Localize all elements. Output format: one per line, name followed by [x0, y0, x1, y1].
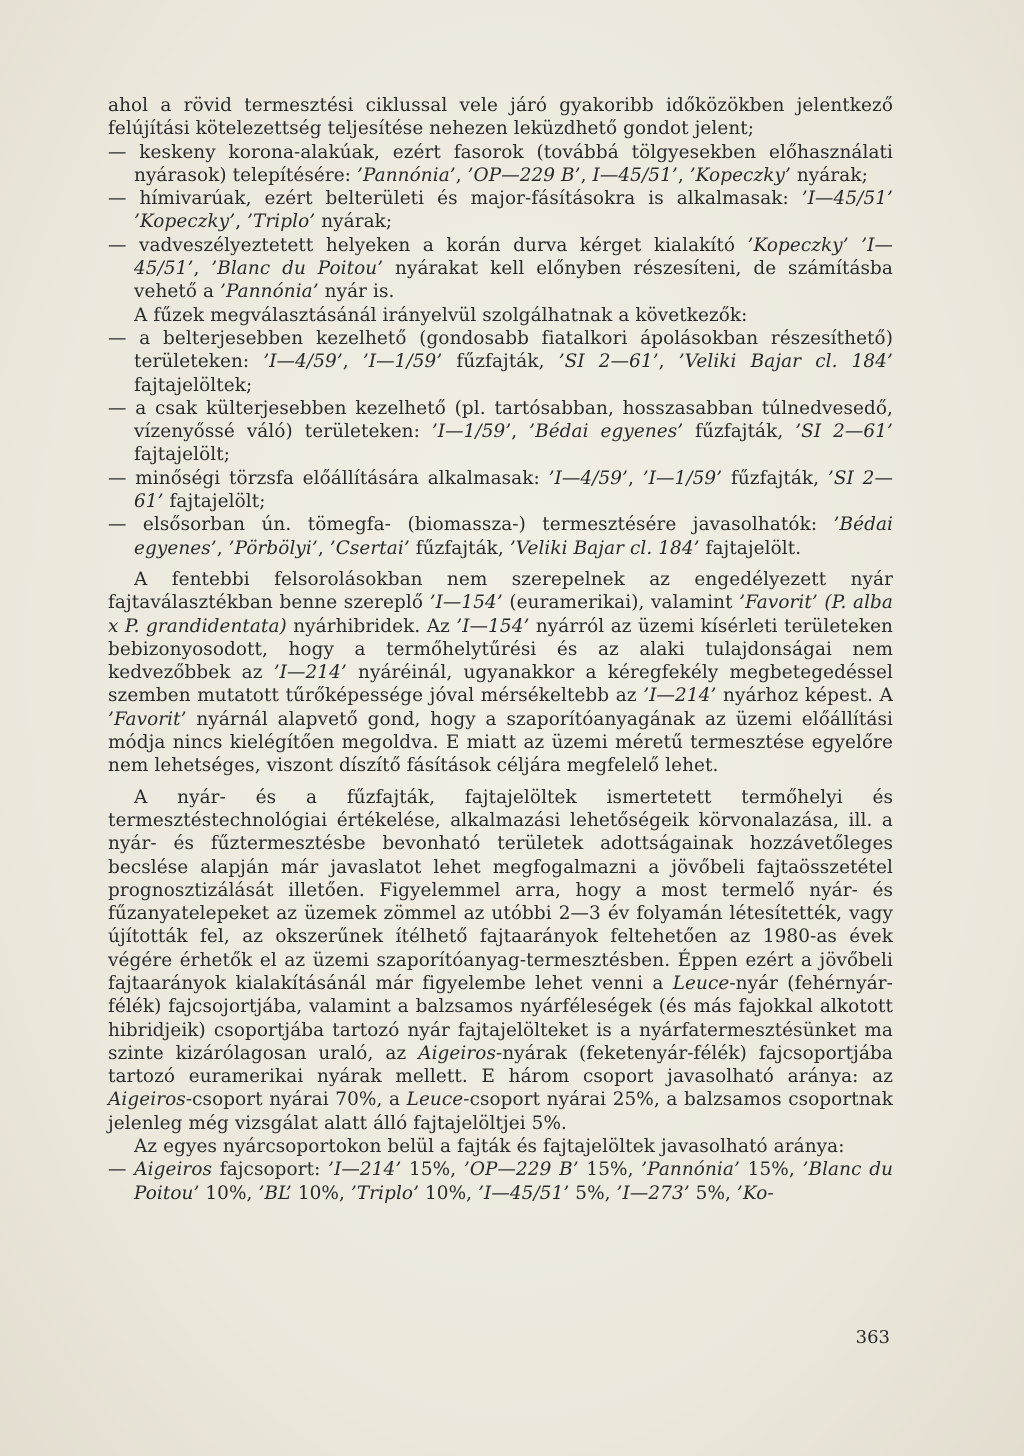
body-text [108, 94, 893, 1205]
paragraph: A fentebbi felsorolásokban nem szerepelnek az engedélyezett nyár fajtaválasztékban benne szereplő ’I—154’ (euramerikai), valamint ’Favorit’ (P. alba x P. grandidentata) nyárhibridek. Az ’I—154’ nyárról az üzemi kísérleti területeken bebizonyosodott, hogy a termőhelytűrési és az alaki tulajdonságai nem kedvezőbbek az ’I—214’ nyáréinál, ugyanakkor a kéregfekély megbetegedéssel szemben mutatott tűrőképessége jóval mérsékeltebb az ’I—214’ nyárhoz képest. A ’Favorit’ nyárnál alapvető gond, hogy a szaporítóanyagának az üzemi előállítási módja nincs kielégítően megoldva. E miatt az üzemi méretű termesztése egyelőre nem lehetséges, viszont díszítő fásítások céljára megfelelő lehet. [108, 568, 893, 777]
list-item: — a belterjesebben kezelhető (gondosabb fiatalkori ápolásokban részesíthető) területeken: ’I—4/59’, ’I—1/59’ fűzfajták, ’SI 2—61’, ’Veliki Bajar cl. 184’ fajtajelöltek; [108, 327, 893, 396]
list-item: — hímivarúak, ezért belterületi és major-fásításokra is alkalmasak: ’I—45/51’ ’Kopeczky’, ’Triplo’ nyárak; [108, 188, 893, 233]
list-item: — keskeny korona-alakúak, ezért fasorok (továbbá tölgyesekben előhasználati nyárasok) telepítésére: ’Pannónia’, ’OP—229 B’, I—45/51’, ’Kopeczky’ nyárak; [108, 141, 893, 186]
paragraph: A fűzek megválasztásánál irányelvül szolgálhatnak a következők: [134, 304, 748, 326]
list-item: — elsősorban ún. tömegfa- (biomassza-) termesztésére javasolhatók: ’Bédai egyenes’, ’Pörbölyi’, ’Csertai’ fűzfajták, ’Veliki Bajar cl. 184’ fajtajelölt. [108, 514, 893, 559]
list-item: — a csak külterjesebben kezelhető (pl. tartósabban, hosszasabban túlnedvesedő, vízenyőssé váló) területeken: ’I—1/59’, ’Bédai egyenes’ fűzfajták, ’SI 2—61’ fajtajelölt; [108, 397, 893, 466]
list-item: — minőségi törzsfa előállítására alkalmasak: ’I—4/59’, ’I—1/59’ fűzfajták, ’SI 2—61’ fajtajelölt; [108, 467, 893, 513]
list-item: — vadveszélyeztetett helyeken a korán durva kérget kialakító ’Kopeczky’ ’I—45/51’, ’Blanc du Poitou’ nyárakat kell előnyben részesíteni, de számításba vehető a ’Pannónia’ nyár is. [108, 234, 894, 303]
list-item: — Aigeiros fajcsoport: ’I—214’ 15%, ’OP—229 B’ 15%, ’Pannónia’ 15%, ’Blanc du Poitou’ 10%, ’BL’ 10%, ’Triplo’ 10%, ’I—45/51’ 5%, ’I—273’ 5%, ’Ko- [108, 1159, 894, 1204]
paragraph: Az egyes nyárcsoportokon belül a fajták és fajtajelöltek javasolható aránya: [134, 1136, 845, 1158]
paragraph: A nyár- és a fűzfajták, fajtajelöltek ismertetett termőhelyi és termesztéstechnológiai értékelése, alkalmazási lehetőségeik körvonalazása, ill. a nyár- és fűztermesztésbe bevonható területek adottságainak hozzávetőleges becslése alapján már javaslatot lehet megfogalmazni a jövőbeli fajtaösszetétel prognosztizálását illetően. Figyelemmel arra, hogy a most termelő nyár- és fűzanyatelepeket az üzemek zömmel az utóbbi 2—3 év folyamán létesítették, vagy újították fel, az okszerűnek ítélhető fajtaarányok feltehetően az 1980-as évek végére érhetők el az üzemi szaporítóanyag-termesztésben. Éppen ezért a jövőbeli fajtaarányok kialakításánál már figyelembe lehet venni a Leuce-nyár (fehérnyár-félék) fajcsojortjába, valamint a balzsamos nyárféleségek (és más fajokkal alkotott hibridjeik) csoportjába tartozó nyár fajtajelölteket is a nyárfatermesztésünket ma szinte kizárólagosan uraló, az Aigeiros-nyárak (feketenyár-félék) fajcsoportjába tartozó euramerikai nyárak mellett. E három csoport javasolható aránya: az Aigeiros-csoport nyárai 70%, a Leuce-csoport nyárai 25%, a balzsamos csoportnak jelenleg még vizsgálat alatt álló fajtajelöltjei 5%. [108, 786, 893, 1134]
paragraph: ahol a rövid termesztési ciklussal vele járó gyakoribb időközökben jelentkező felújítási kötelezettség teljesítése nehezen leküzdhető gondot jelent; [108, 95, 893, 140]
page-number: 363 [855, 1327, 890, 1348]
